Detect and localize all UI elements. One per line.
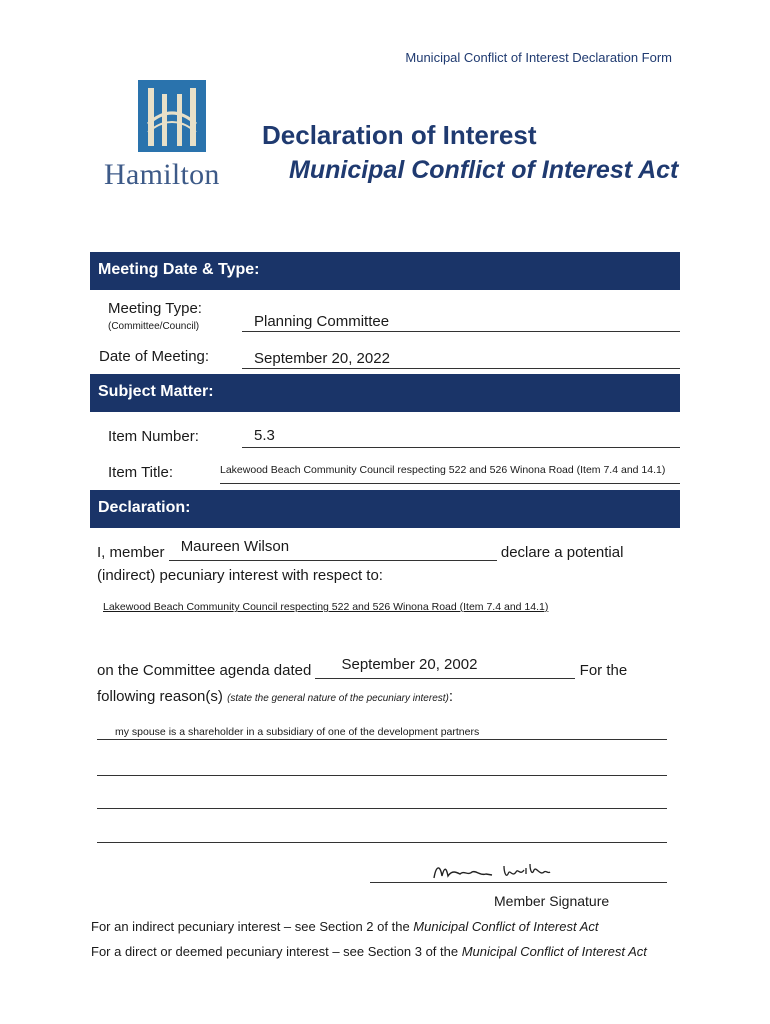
reason-field-3[interactable] (97, 808, 667, 809)
member-name-field[interactable] (169, 538, 497, 561)
item-title-value: Lakewood Beach Community Council respecting 522 and 526 Winona Road (Item 7.4 and 14.1) (220, 464, 666, 476)
declaration-section-heading: Declaration: (90, 490, 680, 528)
reason-field-4[interactable] (97, 842, 667, 843)
member-suffix: declare a potential (496, 544, 624, 561)
reason-hint: (state the general nature of the pecuniary interest) (227, 693, 449, 704)
meeting-date-value: September 20, 2022 (254, 350, 390, 367)
member-prefix: I, member (97, 544, 169, 561)
declaration-line-2: (indirect) pecuniary interest with respect to: (97, 567, 383, 584)
agenda-suffix: For the (575, 662, 628, 679)
reason-colon: : (448, 688, 454, 705)
agenda-line (97, 656, 628, 679)
meeting-date-label: Date of Meeting: (99, 348, 210, 365)
footer-line1-text: For an indirect pecuniary interest – see Section 2 of the (91, 919, 414, 934)
item-number-value: 5.3 (254, 427, 275, 444)
hamilton-logo-mark (138, 80, 206, 152)
page-subtitle: Municipal Conflict of Interest Act (289, 156, 679, 184)
item-number-field[interactable] (242, 427, 680, 448)
agenda-date-value: September 20, 2002 (341, 656, 478, 673)
signature-line[interactable] (370, 882, 667, 883)
meeting-type-value: Planning Committee (254, 313, 390, 330)
subject-section-heading: Subject Matter: (90, 374, 680, 412)
meeting-date-field[interactable] (242, 350, 680, 369)
member-name-value: Maureen Wilson (180, 538, 290, 555)
footer-line1-act: Municipal Conflict of Interest Act (413, 919, 599, 934)
reason-line (97, 688, 453, 705)
meeting-section-heading: Meeting Date & Type: (90, 252, 680, 290)
hamilton-wordmark: Hamilton (104, 158, 220, 191)
meeting-type-label: Meeting Type: (108, 300, 202, 317)
hamilton-logo (104, 80, 239, 195)
declaration-subject: Lakewood Beach Community Council respecting 522 and 526 Winona Road (Item 7.4 and 14.1) (103, 601, 549, 613)
item-title-field[interactable] (220, 464, 680, 484)
footer-line2-text: For a direct or deemed pecuniary interest – see Section 3 of the (91, 944, 462, 959)
form-name: Municipal Conflict of Interest Declaration Form (405, 50, 672, 65)
declaration-member-line (97, 538, 624, 561)
reason-text: my spouse is a shareholder in a subsidiary of one of the development partners (115, 726, 480, 738)
reason-prefix: following reason(s) (97, 688, 228, 705)
item-number-label: Item Number: (108, 428, 199, 445)
footer-direct-note (91, 944, 647, 959)
signature-label: Member Signature (494, 893, 610, 909)
page-title: Declaration of Interest (262, 120, 537, 150)
footer-line2-act: Municipal Conflict of Interest Act (461, 944, 647, 959)
reason-field-1[interactable] (97, 739, 667, 740)
reason-field-2[interactable] (97, 775, 667, 776)
agenda-date-field[interactable] (315, 656, 575, 679)
meeting-type-field[interactable] (242, 313, 680, 332)
item-title-label: Item Title: (108, 464, 174, 481)
agenda-prefix: on the Committee agenda dated (97, 662, 316, 679)
footer-indirect-note (91, 919, 599, 934)
meeting-type-hint: (Committee/Council) (108, 321, 200, 332)
